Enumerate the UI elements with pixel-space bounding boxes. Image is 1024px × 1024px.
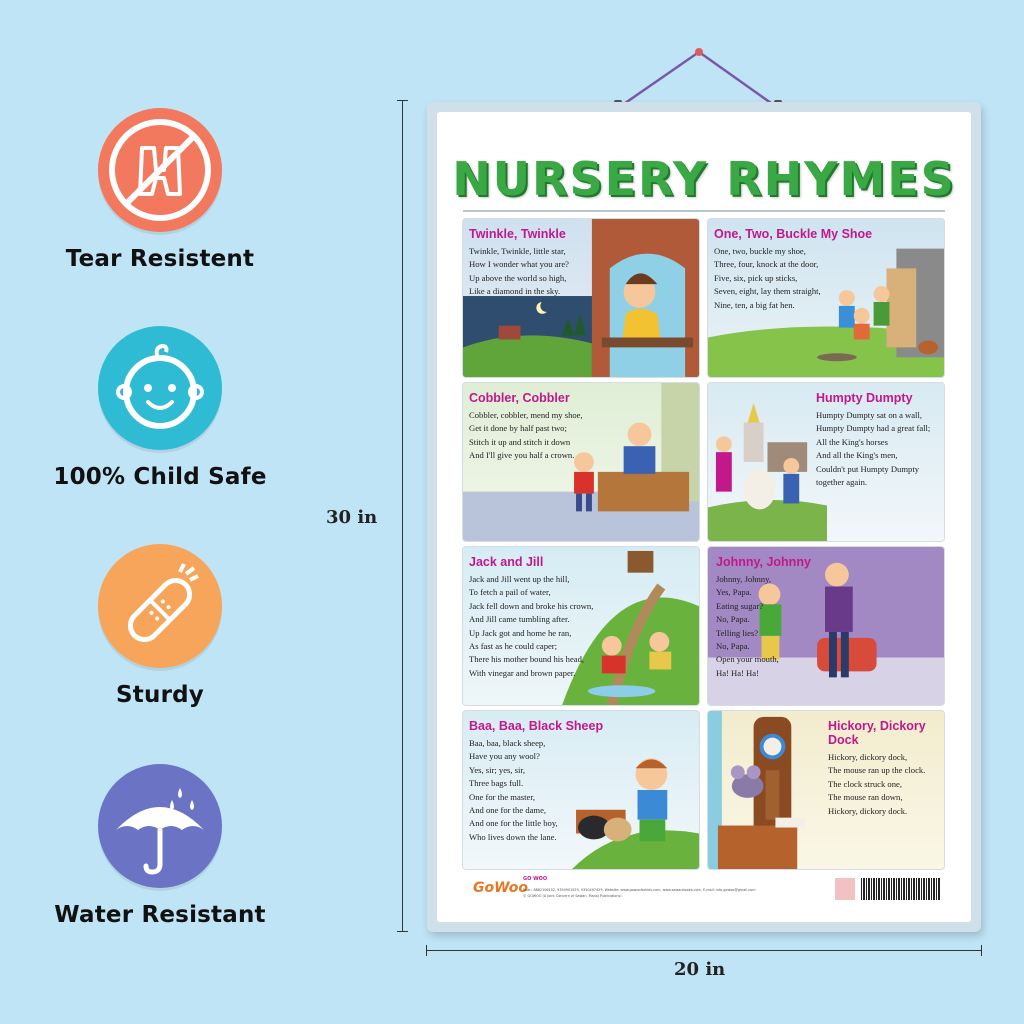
verse-line: The mouse ran down, — [828, 792, 903, 803]
verse-line: Eating sugar? — [716, 600, 764, 611]
verse-line: Have you any wool? — [469, 751, 540, 762]
verse-line: And one for the dame, — [469, 805, 547, 816]
rhyme-verses — [469, 737, 558, 844]
verse-line: There his mother bound his head, — [469, 654, 585, 665]
umbrella-icon — [98, 764, 222, 888]
feature-sturdy — [40, 544, 280, 708]
rhyme-card-humpty-dumpty — [707, 382, 945, 542]
feature-label: Water Resistant — [54, 902, 266, 928]
verse-line: Seven, eight, lay them straight, — [714, 286, 821, 297]
rhyme-card-buckle-my-shoe — [707, 218, 945, 378]
rhyme-verses — [716, 573, 779, 680]
verse-line: And one for the little boy, — [469, 818, 558, 829]
verse-line: No, Papa. — [716, 641, 750, 652]
verse-line: As fast as he could caper; — [469, 641, 558, 652]
poster — [427, 102, 981, 932]
verse-line: Hickory, dickory dock, — [828, 752, 908, 762]
footer-copyright: © GOWOO (A Joint Concern of Sawan, Manoj Publications) — [523, 894, 622, 898]
verse-line: All the King's horses — [816, 436, 888, 447]
width-dimension-label: 20 in — [670, 957, 729, 982]
verse-line: Baa, baa, black sheep, — [469, 738, 546, 748]
rhyme-verses — [469, 573, 593, 680]
title-divider — [463, 210, 945, 212]
rhyme-card-twinkle — [462, 218, 700, 378]
feature-label: Tear Resistent — [65, 246, 255, 272]
rhyme-verses — [469, 245, 569, 299]
rhyme-title: Baa, Baa, Black Sheep — [469, 719, 604, 733]
height-dimension-label: 30 in — [322, 505, 381, 530]
rhyme-verses — [816, 409, 930, 489]
verse-line: And I'll give you half a crown. — [469, 450, 575, 461]
verse-line: Yes, Papa. — [716, 587, 752, 598]
poster-footer — [463, 872, 945, 912]
rhyme-verses — [828, 751, 925, 818]
baby-face-icon — [98, 326, 222, 450]
verse-line: Up Jack got and home he ran, — [469, 627, 572, 638]
poster-sheet — [437, 112, 971, 922]
rhyme-title: Cobbler, Cobbler — [469, 391, 570, 405]
verse-line: Like a diamond in the sky. — [469, 286, 561, 297]
rhyme-verses — [469, 409, 583, 463]
rhyme-card-jack-and-jill — [462, 546, 700, 706]
rhyme-verses — [714, 245, 821, 312]
footer-contact: Mob.: 8882106152, 9350901925, 9350497429, Website: www.gowooforkids.com, www.sawanbooks.com, E-mail: info.gowoo@gmail.com — [523, 888, 756, 892]
verse-line: Three, four, knock at the door, — [714, 259, 819, 270]
verse-line: Get it done by half past two; — [469, 423, 567, 434]
verse-line: together again. — [816, 477, 868, 488]
verse-line: The clock struck one, — [828, 778, 902, 789]
rhyme-title: Hickory, Dickory Dock — [828, 719, 926, 747]
height-dimension-line — [402, 100, 403, 932]
feature-label: Sturdy — [116, 682, 204, 708]
rhyme-title: One, Two, Buckle My Shoe — [714, 227, 873, 241]
no-tear-icon — [98, 108, 222, 232]
qr-code — [835, 878, 855, 900]
verse-line: Nine, ten, a big fat hen. — [714, 299, 795, 310]
rhyme-card-baa-baa-black-sheep — [462, 710, 700, 870]
verse-line: No, Papa. — [716, 614, 750, 625]
verse-line: Jack fell down and broke his crown, — [469, 600, 594, 611]
verse-line: Yes, sir; yes, sir, — [469, 764, 526, 775]
feature-tear-resistant — [40, 108, 280, 272]
footer-brand: GO WOO — [523, 876, 548, 882]
rhyme-card-hickory-dickory-dock — [707, 710, 945, 870]
bandage-icon — [98, 544, 222, 668]
verse-line: Who lives down the lane. — [469, 831, 557, 842]
rhyme-title: Twinkle, Twinkle — [469, 227, 566, 241]
rhyme-card-cobbler — [462, 382, 700, 542]
verse-line: Up above the world so high, — [469, 272, 567, 283]
rhyme-title: Johnny, Johnny — [716, 555, 811, 569]
verse-line: Johnny, Johnny, — [716, 574, 771, 584]
verse-line: To fetch a pail of water, — [469, 587, 551, 598]
verse-line: With vinegar and brown paper. — [469, 667, 576, 678]
barcode — [861, 878, 941, 900]
verse-line: And all the King's men, — [816, 450, 898, 461]
verse-line: Twinkle, Twinkle, little star, — [469, 246, 566, 256]
rhyme-title: Jack and Jill — [469, 555, 544, 569]
verse-line: Cobbler, cobbler, mend my shoe, — [469, 410, 583, 420]
verse-line: Ha! Ha! Ha! — [716, 667, 759, 678]
verse-line: Telling lies? — [716, 627, 759, 638]
rhyme-card-johnny-johnny — [707, 546, 945, 706]
verse-line: Humpty Dumpty had a great fall; — [816, 423, 931, 434]
verse-line: Jack and Jill went up the hill, — [469, 574, 570, 584]
verse-line: Hickory, dickory dock. — [828, 805, 908, 816]
feature-child-safe — [40, 326, 280, 490]
verse-line: One for the master, — [469, 791, 535, 802]
verse-line: Open your mouth, — [716, 654, 779, 665]
verse-line: Humpty Dumpty sat on a wall, — [816, 410, 922, 420]
rhyme-title: Humpty Dumpty — [816, 391, 913, 405]
width-dimension-line — [426, 950, 982, 951]
verse-line: How I wonder what you are? — [469, 259, 569, 270]
feature-label: 100% Child Safe — [53, 464, 267, 490]
verse-line: Couldn't put Humpty Dumpty — [816, 463, 920, 474]
verse-line: Three bags full. — [469, 778, 524, 789]
gowoo-logo: GoWoo — [473, 880, 529, 896]
poster-title: NURSERY RHYMES — [452, 152, 956, 206]
verse-line: One, two, buckle my shoe, — [714, 246, 806, 256]
feature-water-resistant — [40, 764, 280, 928]
verse-line: Five, six, pick up sticks, — [714, 272, 798, 283]
verse-line: The mouse ran up the clock. — [828, 765, 926, 776]
verse-line: And Jill came tumbling after. — [469, 614, 570, 625]
verse-line: Stitch it up and stitch it down — [469, 436, 571, 447]
